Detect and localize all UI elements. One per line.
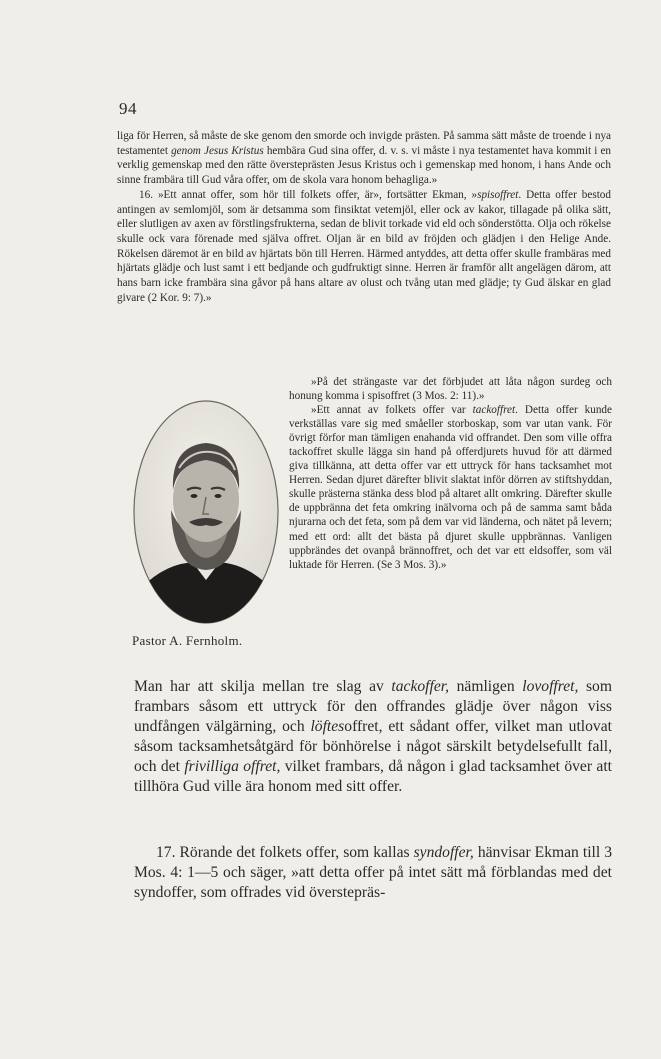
- portrait-caption: Pastor A. Fernholm.: [132, 633, 243, 648]
- text-span: som frambars såsom ett uttryck för den offrandes glädje över någon viss undfången välgärning, och: [134, 678, 612, 736]
- text-span: . Detta offer bestod antingen av semlomjöl, som är detsamma som finsiktat vetemjöl, eller ock av kakor, tillagade på olika sätt, eller slutligen av axen av förstlingsfrukterna, sedan de blivit torkade vid eld och sönderstötta. Olja och rökelse skulle ock vara förenade med själva offret. Oljan är en bild av fröjden och glädjen i den Helige Ande. Rökelsen däremot är en bild av hjärtats bön till Herren. Härmed antyddes, att detta offer skulle frambäras med hjärtats glädje och lust samt i ett bedjande och gudfruktigt sinne. Herren är framför allt angelägen därom, att hans barn icke frambära sina gåvor på hans altare av olust och tvång utan med glädje; ty Gud älskar en glad givare (2 Kor. 9: 7).»: [117, 188, 611, 304]
- text-span: offret, ett sådant offer, vilket man utlovat såsom tacksamhetsåtgärd för bönhörelse i något särskilt betydelsefullt fall, och det: [134, 718, 612, 776]
- page-number: 94: [119, 99, 137, 118]
- italic-text: tackoffer,: [391, 678, 449, 695]
- section-17-block: [134, 843, 612, 903]
- paragraph: [134, 677, 612, 798]
- section-number: 16.: [139, 188, 153, 201]
- italic-text: frivilliga offret,: [184, 758, 281, 776]
- paragraph: [289, 403, 612, 572]
- section-number: 17.: [156, 844, 176, 861]
- text-span: . Detta offer kunde verkställas vare sig med småeller storboskap, som var utan vank. För övrigt förfor man tämligen enahanda vid offrandet. Den som ville offra tackoffret skulle lägga sin hand på offerdjurets huvud för att därmed giva tillkänna, att detta offer var ett uttryck för hans tacksamhet mot Herren. Sedan djuret därefter blivit slaktat inför dörren av stiftshyddan, skulle prästerna stänka dess blod på altaret allt omkring. Därefter skulle de uppbränna det feta omkring inälvorna och på de samma samt båda njurarna och det feta, som på dem var vid länderna, och nätet på levern; med ett ord: allt det bästa på djuret skulle uppbrännas. Vanligen uppbrändes det ovanpå brännoffret, och det var ett eldsoffer, som väl luktade för Herren. (Se 3 Mos. 3).»: [289, 404, 612, 571]
- paragraph-section-17: [134, 843, 612, 903]
- main-text-block: [134, 677, 612, 798]
- text-span: »Ett annat av folkets offer var: [311, 404, 473, 417]
- paragraph: »På det strängaste var det förbjudet att låta någon surdeg och honung komma i spisoffret (3 Mos. 2: 11).»: [289, 376, 612, 403]
- text-span: nämligen: [449, 678, 523, 695]
- portrait-image: [131, 398, 281, 626]
- italic-text: genom Jesus Kristus: [171, 144, 264, 157]
- text-span: »Ett annat offer, som hör till folkets offer, är», fortsätter Ekman, »: [152, 188, 478, 201]
- paragraph-section-16: [117, 188, 611, 306]
- text-span: Rörande det folkets offer, som kallas: [175, 844, 414, 861]
- portrait-photo: [131, 398, 281, 626]
- upper-text-block: [117, 129, 611, 305]
- italic-text: lovoffret,: [522, 678, 579, 695]
- italic-text: löftes: [310, 718, 345, 736]
- text-span: vilket frambars, då någon i glad tacksamhet över att tillhöra Gud ville ära honom med sitt offer.: [134, 758, 612, 796]
- paragraph-continuation: [117, 129, 611, 188]
- italic-text: spisoffret: [477, 188, 519, 201]
- text-span: hembära Gud sina offer, d. v. s. vi måste i nya testamentet hava kommit i en verklig gemenskap med den rätte översteprästen Jesus Kristus och i gemenskap med honom, i hans Ande och sinne frambära till Gud våra offer, om de skola vara honom behagliga.»: [117, 144, 611, 187]
- side-text-block: [289, 375, 612, 572]
- italic-text: tackoffret: [472, 404, 516, 417]
- text-line: liga för Herren, så måste de ske genom den smorde och invigde prästen.: [117, 130, 441, 142]
- text-span: På samma sätt måste de troende i nya testamentet: [117, 130, 612, 157]
- text-span: hänvisar Ekman till 3 Mos. 4: 1—5 och säger, »att detta offer på intet sätt må förblandas med det syndoffer, som offrades vid överstepräs-: [134, 844, 613, 902]
- text-span: Man har att skilja mellan tre slag av: [134, 678, 392, 695]
- italic-text: syndoffer,: [413, 844, 474, 861]
